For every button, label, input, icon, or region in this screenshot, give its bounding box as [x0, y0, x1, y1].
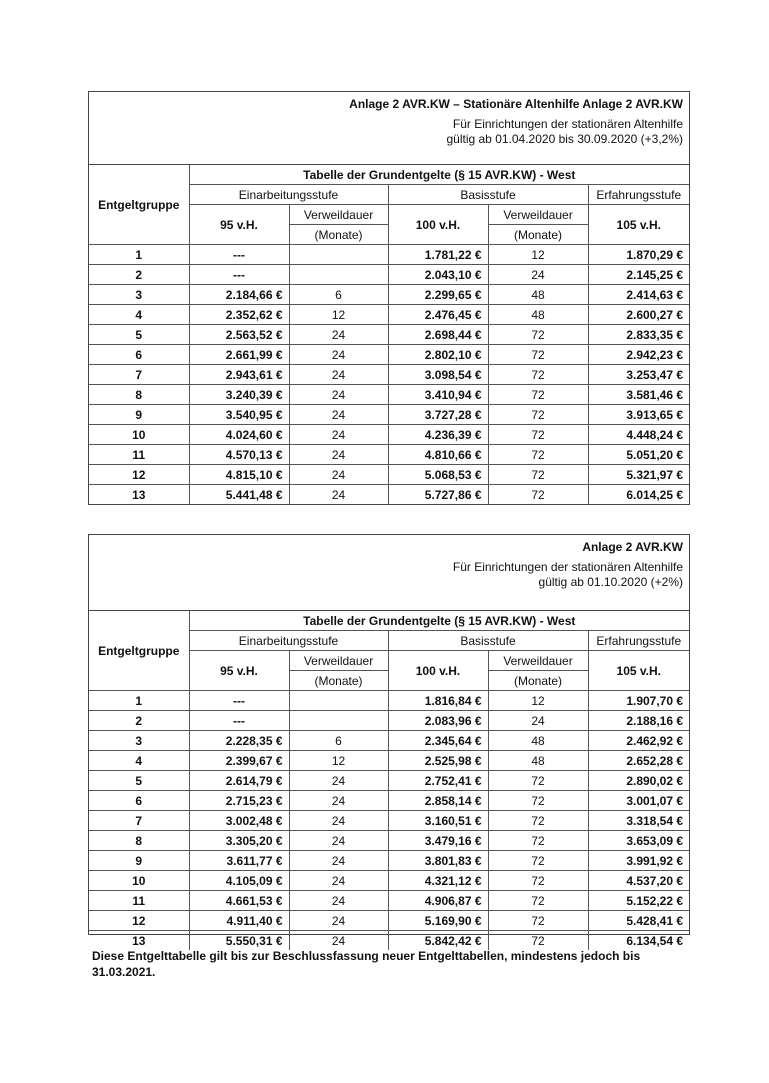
value-95-cell: 4.661,53 €	[189, 891, 289, 911]
verweildauer-1-cell: 24	[289, 425, 388, 445]
verweildauer-2-cell: 72	[488, 871, 588, 891]
table-row	[89, 871, 689, 891]
header-100: 100 v.H.	[388, 205, 488, 245]
table-row	[89, 751, 689, 771]
verweildauer-1-cell	[289, 691, 388, 711]
value-100-cell: 2.698,44 €	[388, 325, 488, 345]
salary-table-block-1	[88, 91, 690, 505]
verweildauer-1-cell	[289, 711, 388, 731]
value-100-cell: 2.083,96 €	[388, 711, 488, 731]
entgeltgruppe-cell: 4	[89, 751, 189, 771]
value-105-cell: 6.014,25 €	[588, 485, 689, 505]
value-105-cell: 2.600,27 €	[588, 305, 689, 325]
entgeltgruppe-cell: 11	[89, 891, 189, 911]
entgeltgruppe-cell: 8	[89, 385, 189, 405]
entgeltgruppe-cell: 8	[89, 831, 189, 851]
value-95-cell: 2.614,79 €	[189, 771, 289, 791]
value-95-cell: 2.715,23 €	[189, 791, 289, 811]
table-row	[89, 791, 689, 811]
value-95-cell: 4.815,10 €	[189, 465, 289, 485]
verweildauer-1-cell: 24	[289, 345, 388, 365]
header-verweildauer: Verweildauer	[289, 651, 388, 671]
verweildauer-1-cell: 12	[289, 751, 388, 771]
entgeltgruppe-cell: 1	[89, 691, 189, 711]
entgeltgruppe-cell: 9	[89, 405, 189, 425]
value-100-cell: 2.802,10 €	[388, 345, 488, 365]
header-erfahrungsstufe: Erfahrungsstufe	[588, 631, 689, 651]
verweildauer-1-cell: 24	[289, 365, 388, 385]
verweildauer-1-cell: 24	[289, 325, 388, 345]
value-95-cell: 3.540,95 €	[189, 405, 289, 425]
table-row	[89, 831, 689, 851]
verweildauer-2-cell: 72	[488, 931, 588, 951]
header-group-title: Tabelle der Grundentgelte (§ 15 AVR.KW) - West	[189, 611, 689, 631]
verweildauer-2-cell: 72	[488, 831, 588, 851]
table-row	[89, 465, 689, 485]
verweildauer-1-cell: 12	[289, 305, 388, 325]
value-100-cell: 3.410,94 €	[388, 385, 488, 405]
verweildauer-1-cell: 24	[289, 385, 388, 405]
verweildauer-2-cell: 72	[488, 771, 588, 791]
value-95-cell: ---	[189, 245, 289, 265]
value-95-cell: 3.002,48 €	[189, 811, 289, 831]
value-95-cell: 2.184,66 €	[189, 285, 289, 305]
value-95-cell: 2.943,61 €	[189, 365, 289, 385]
header-100: 100 v.H.	[388, 651, 488, 691]
verweildauer-1-cell: 24	[289, 465, 388, 485]
header-verweildauer: Verweildauer	[488, 651, 588, 671]
verweildauer-1-cell: 24	[289, 851, 388, 871]
entgeltgruppe-cell: 6	[89, 345, 189, 365]
value-105-cell: 1.907,70 €	[588, 691, 689, 711]
table-row	[89, 911, 689, 931]
entgeltgruppe-cell: 1	[89, 245, 189, 265]
value-105-cell: 1.870,29 €	[588, 245, 689, 265]
header-monate: (Monate)	[289, 225, 388, 245]
value-95-cell: 5.550,31 €	[189, 931, 289, 951]
verweildauer-1-cell: 24	[289, 771, 388, 791]
entgeltgruppe-cell: 7	[89, 811, 189, 831]
table-validity: gültig ab 01.04.2020 bis 30.09.2020 (+3,2%)	[446, 132, 683, 146]
validity-note: Diese Entgelttabelle gilt bis zur Beschlussfassung neuer Entgelttabellen, mindestens jedoch bis 31.03.2021.	[92, 949, 641, 979]
verweildauer-2-cell: 24	[488, 711, 588, 731]
value-105-cell: 5.428,41 €	[588, 911, 689, 931]
verweildauer-2-cell: 72	[488, 851, 588, 871]
value-105-cell: 5.152,22 €	[588, 891, 689, 911]
verweildauer-1-cell	[289, 265, 388, 285]
value-95-cell: 2.563,52 €	[189, 325, 289, 345]
header-basisstufe: Basisstufe	[388, 185, 588, 205]
table-row	[89, 385, 689, 405]
entgeltgruppe-cell: 5	[89, 771, 189, 791]
value-100-cell: 3.801,83 €	[388, 851, 488, 871]
table-row	[89, 405, 689, 425]
value-95-cell: 2.399,67 €	[189, 751, 289, 771]
table-row	[89, 285, 689, 305]
value-100-cell: 5.068,53 €	[388, 465, 488, 485]
value-105-cell: 2.462,92 €	[588, 731, 689, 751]
value-100-cell: 2.476,45 €	[388, 305, 488, 325]
table-row	[89, 325, 689, 345]
entgeltgruppe-cell: 10	[89, 425, 189, 445]
value-105-cell: 4.448,24 €	[588, 425, 689, 445]
value-105-cell: 6.134,54 €	[588, 931, 689, 951]
verweildauer-2-cell: 72	[488, 325, 588, 345]
table-row	[89, 365, 689, 385]
entgeltgruppe-cell: 13	[89, 931, 189, 951]
verweildauer-1-cell: 24	[289, 871, 388, 891]
value-105-cell: 2.942,23 €	[588, 345, 689, 365]
verweildauer-2-cell: 12	[488, 691, 588, 711]
value-105-cell: 3.001,07 €	[588, 791, 689, 811]
entgeltgruppe-cell: 10	[89, 871, 189, 891]
value-95-cell: 2.661,99 €	[189, 345, 289, 365]
value-105-cell: 2.188,16 €	[588, 711, 689, 731]
table-row	[89, 445, 689, 465]
value-100-cell: 2.345,64 €	[388, 731, 488, 751]
table-row	[89, 771, 689, 791]
header-einarbeitungsstufe: Einarbeitungsstufe	[189, 631, 388, 651]
value-105-cell: 3.581,46 €	[588, 385, 689, 405]
value-105-cell: 2.145,25 €	[588, 265, 689, 285]
value-100-cell: 4.810,66 €	[388, 445, 488, 465]
value-95-cell: ---	[189, 711, 289, 731]
verweildauer-1-cell: 24	[289, 811, 388, 831]
value-105-cell: 3.653,09 €	[588, 831, 689, 851]
verweildauer-2-cell: 72	[488, 465, 588, 485]
table-header-2	[89, 535, 689, 611]
verweildauer-1-cell: 24	[289, 485, 388, 505]
table-row	[89, 811, 689, 831]
header-group-title: Tabelle der Grundentgelte (§ 15 AVR.KW) - West	[189, 165, 689, 185]
verweildauer-1-cell: 6	[289, 731, 388, 751]
value-105-cell: 3.253,47 €	[588, 365, 689, 385]
value-100-cell: 2.043,10 €	[388, 265, 488, 285]
verweildauer-1-cell: 6	[289, 285, 388, 305]
table-title: Anlage 2 AVR.KW – Stationäre Altenhilfe Anlage 2 AVR.KW	[349, 97, 683, 111]
header-verweildauer: Verweildauer	[289, 205, 388, 225]
table-validity: gültig ab 01.10.2020 (+2%)	[538, 575, 683, 589]
entgeltgruppe-cell: 9	[89, 851, 189, 871]
entgeltgruppe-cell: 11	[89, 445, 189, 465]
header-entgeltgruppe: Entgeltgruppe	[89, 165, 189, 245]
value-100-cell: 4.321,12 €	[388, 871, 488, 891]
header-monate: (Monate)	[488, 671, 588, 691]
value-95-cell: 4.570,13 €	[189, 445, 289, 465]
value-95-cell: 2.228,35 €	[189, 731, 289, 751]
table-row	[89, 345, 689, 365]
value-100-cell: 3.479,16 €	[388, 831, 488, 851]
value-105-cell: 2.833,35 €	[588, 325, 689, 345]
verweildauer-2-cell: 24	[488, 265, 588, 285]
table-row	[89, 425, 689, 445]
value-95-cell: 4.911,40 €	[189, 911, 289, 931]
value-95-cell: ---	[189, 265, 289, 285]
entgeltgruppe-cell: 4	[89, 305, 189, 325]
entgeltgruppe-cell: 5	[89, 325, 189, 345]
verweildauer-1-cell: 24	[289, 791, 388, 811]
verweildauer-1-cell: 24	[289, 891, 388, 911]
verweildauer-2-cell: 48	[488, 285, 588, 305]
verweildauer-1-cell	[289, 245, 388, 265]
table-row	[89, 891, 689, 911]
value-100-cell: 2.858,14 €	[388, 791, 488, 811]
header-einarbeitungsstufe: Einarbeitungsstufe	[189, 185, 388, 205]
header-95: 95 v.H.	[189, 651, 289, 691]
verweildauer-2-cell: 48	[488, 305, 588, 325]
header-105: 105 v.H.	[588, 651, 689, 691]
table-subtitle: Für Einrichtungen der stationären Altenhilfe	[452, 117, 683, 131]
entgeltgruppe-cell: 6	[89, 791, 189, 811]
value-95-cell: 4.024,60 €	[189, 425, 289, 445]
table-header-1	[89, 92, 689, 165]
entgeltgruppe-cell: 13	[89, 485, 189, 505]
value-95-cell: ---	[189, 691, 289, 711]
value-100-cell: 3.727,28 €	[388, 405, 488, 425]
table-subtitle: Für Einrichtungen der stationären Altenhilfe	[452, 560, 683, 574]
value-95-cell: 3.611,77 €	[189, 851, 289, 871]
value-100-cell: 1.816,84 €	[388, 691, 488, 711]
value-105-cell: 2.414,63 €	[588, 285, 689, 305]
value-95-cell: 3.240,39 €	[189, 385, 289, 405]
verweildauer-2-cell: 48	[488, 751, 588, 771]
value-105-cell: 3.318,54 €	[588, 811, 689, 831]
header-monate: (Monate)	[488, 225, 588, 245]
value-100-cell: 5.727,86 €	[388, 485, 488, 505]
value-100-cell: 4.236,39 €	[388, 425, 488, 445]
table-row	[89, 305, 689, 325]
table-row	[89, 691, 689, 711]
salary-table	[89, 611, 689, 950]
verweildauer-1-cell: 24	[289, 911, 388, 931]
value-100-cell: 5.169,90 €	[388, 911, 488, 931]
value-95-cell: 3.305,20 €	[189, 831, 289, 851]
salary-table	[89, 165, 689, 504]
verweildauer-2-cell: 12	[488, 245, 588, 265]
entgeltgruppe-cell: 12	[89, 911, 189, 931]
value-100-cell: 3.160,51 €	[388, 811, 488, 831]
value-105-cell: 5.321,97 €	[588, 465, 689, 485]
verweildauer-2-cell: 48	[488, 731, 588, 751]
value-100-cell: 2.525,98 €	[388, 751, 488, 771]
value-100-cell: 3.098,54 €	[388, 365, 488, 385]
table-row	[89, 265, 689, 285]
verweildauer-2-cell: 72	[488, 425, 588, 445]
verweildauer-2-cell: 72	[488, 485, 588, 505]
verweildauer-2-cell: 72	[488, 811, 588, 831]
header-105: 105 v.H.	[588, 205, 689, 245]
table-row	[89, 711, 689, 731]
header-entgeltgruppe: Entgeltgruppe	[89, 611, 189, 691]
verweildauer-2-cell: 72	[488, 345, 588, 365]
header-monate: (Monate)	[289, 671, 388, 691]
salary-table-block-2	[88, 534, 690, 948]
entgeltgruppe-cell: 2	[89, 711, 189, 731]
entgeltgruppe-cell: 3	[89, 285, 189, 305]
table-row	[89, 485, 689, 505]
value-105-cell: 3.991,92 €	[588, 851, 689, 871]
value-100-cell: 5.842,42 €	[388, 931, 488, 951]
verweildauer-1-cell: 24	[289, 931, 388, 951]
value-105-cell: 5.051,20 €	[588, 445, 689, 465]
value-105-cell: 4.537,20 €	[588, 871, 689, 891]
verweildauer-2-cell: 72	[488, 891, 588, 911]
value-100-cell: 4.906,87 €	[388, 891, 488, 911]
value-95-cell: 2.352,62 €	[189, 305, 289, 325]
table-row	[89, 245, 689, 265]
verweildauer-2-cell: 72	[488, 445, 588, 465]
verweildauer-1-cell: 24	[289, 831, 388, 851]
entgeltgruppe-cell: 3	[89, 731, 189, 751]
value-100-cell: 2.299,65 €	[388, 285, 488, 305]
table-row	[89, 731, 689, 751]
header-basisstufe: Basisstufe	[388, 631, 588, 651]
verweildauer-2-cell: 72	[488, 911, 588, 931]
value-95-cell: 5.441,48 €	[189, 485, 289, 505]
verweildauer-2-cell: 72	[488, 385, 588, 405]
value-95-cell: 4.105,09 €	[189, 871, 289, 891]
value-100-cell: 1.781,22 €	[388, 245, 488, 265]
value-105-cell: 2.652,28 €	[588, 751, 689, 771]
verweildauer-2-cell: 72	[488, 405, 588, 425]
verweildauer-1-cell: 24	[289, 445, 388, 465]
header-verweildauer: Verweildauer	[488, 205, 588, 225]
header-erfahrungsstufe: Erfahrungsstufe	[588, 185, 689, 205]
table-row	[89, 851, 689, 871]
value-100-cell: 2.752,41 €	[388, 771, 488, 791]
header-95: 95 v.H.	[189, 205, 289, 245]
verweildauer-2-cell: 72	[488, 791, 588, 811]
value-105-cell: 3.913,65 €	[588, 405, 689, 425]
verweildauer-2-cell: 72	[488, 365, 588, 385]
entgeltgruppe-cell: 7	[89, 365, 189, 385]
verweildauer-1-cell: 24	[289, 405, 388, 425]
entgeltgruppe-cell: 2	[89, 265, 189, 285]
table-title: Anlage 2 AVR.KW	[582, 540, 683, 554]
value-105-cell: 2.890,02 €	[588, 771, 689, 791]
entgeltgruppe-cell: 12	[89, 465, 189, 485]
